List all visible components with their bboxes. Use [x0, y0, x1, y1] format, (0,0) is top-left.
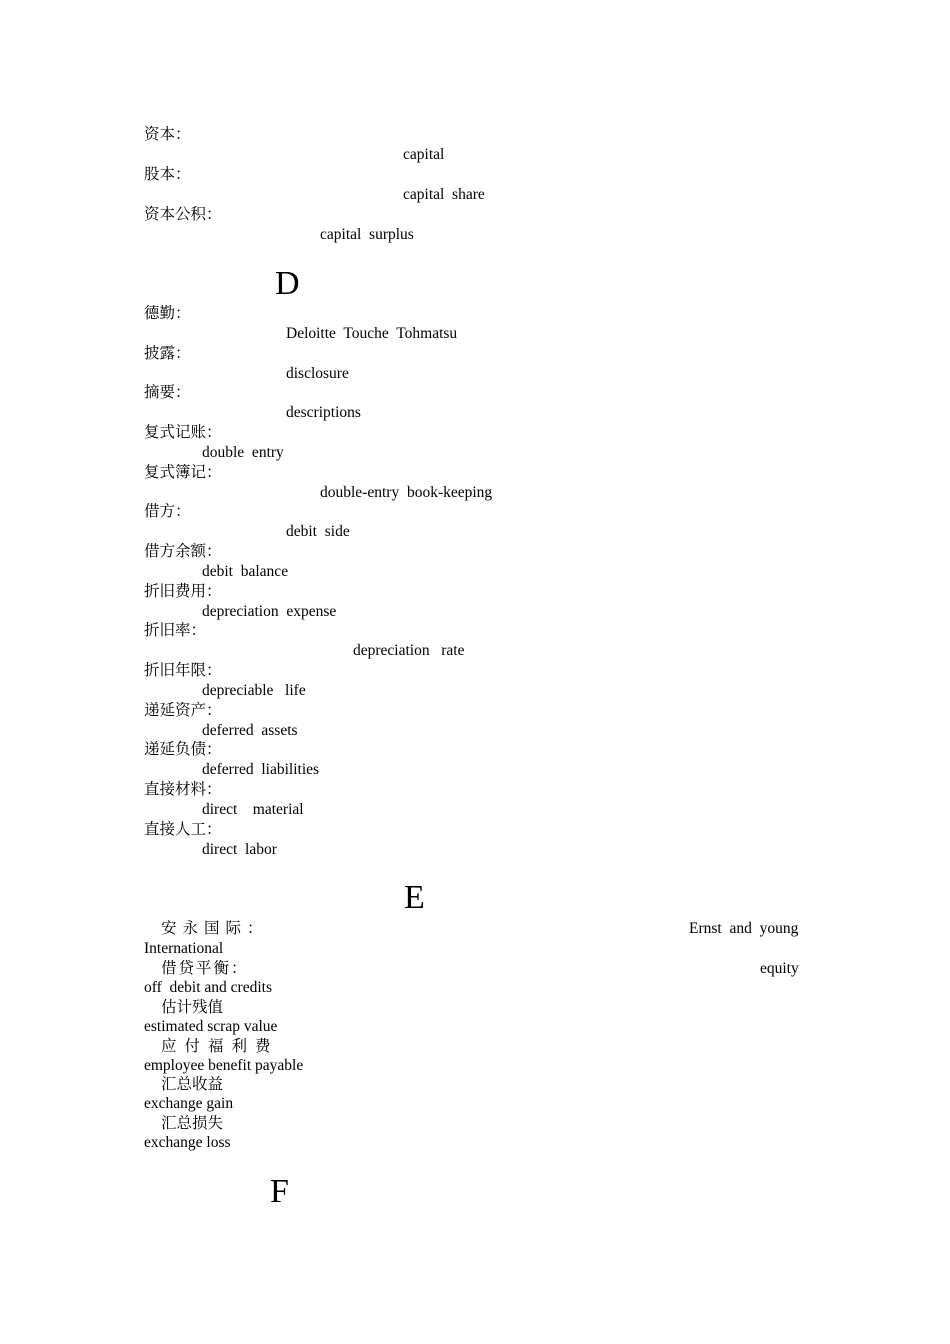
- term-cn: 直接材料：: [144, 781, 222, 798]
- term-en: debit balance: [202, 563, 289, 580]
- term-en: descriptions: [286, 404, 361, 421]
- term-cn: 复式记账：: [144, 424, 222, 441]
- term-cn: 安永国际：: [161, 920, 269, 937]
- term-cn: 递延负债：: [144, 741, 222, 758]
- term-en: equity: [760, 960, 799, 977]
- term-en: deferred liabilities: [202, 761, 320, 778]
- term-en: exchange gain: [144, 1095, 234, 1112]
- term-en: exchange loss: [144, 1134, 231, 1151]
- term-cn: 借贷平衡：: [161, 960, 249, 977]
- term-cn: 应付福利费: [161, 1038, 279, 1055]
- term-cn: 德勤：: [144, 305, 191, 322]
- term-en: double entry: [202, 444, 284, 461]
- term-cn: 借方：: [144, 503, 191, 520]
- term-cn: 折旧费用：: [144, 583, 222, 600]
- term-en: depreciation rate: [353, 642, 465, 659]
- term-cn: 复式簿记：: [144, 464, 222, 481]
- section-heading-f: F: [270, 1173, 289, 1210]
- term-cn: 资本公积：: [144, 206, 222, 223]
- section-heading-d: D: [275, 265, 300, 302]
- term-cn: 折旧率：: [144, 622, 207, 639]
- term-cn: 估计残值: [161, 999, 224, 1016]
- term-cn: 披露：: [144, 345, 191, 362]
- term-en: depreciation expense: [202, 603, 337, 620]
- term-cn: 借方余额：: [144, 543, 222, 560]
- term-en: double-entry book-keeping: [320, 484, 493, 501]
- term-en: disclosure: [286, 365, 349, 382]
- term-en: capital share: [403, 186, 485, 203]
- term-en: estimated scrap value: [144, 1018, 278, 1035]
- term-cn: 递延资产：: [144, 702, 222, 719]
- term-cn: 资本：: [144, 126, 191, 143]
- term-en: capital: [403, 146, 445, 163]
- term-en: Ernst and young: [689, 920, 799, 937]
- term-en: deferred assets: [202, 722, 298, 739]
- term-cn: 直接人工：: [144, 821, 222, 838]
- term-cn: 折旧年限：: [144, 662, 222, 679]
- term-en: off debit and credits: [144, 979, 272, 996]
- term-en: debit side: [286, 523, 350, 540]
- term-en: International: [144, 940, 224, 957]
- term-en: depreciable life: [202, 682, 306, 699]
- term-cn: 汇总收益: [161, 1076, 224, 1093]
- section-heading-e: E: [404, 879, 425, 916]
- term-en: capital surplus: [320, 226, 414, 243]
- term-en: direct material: [202, 801, 304, 818]
- term-en: employee benefit payable: [144, 1057, 304, 1074]
- term-cn: 摘要：: [144, 384, 191, 401]
- term-cn: 汇总损失: [161, 1115, 224, 1132]
- term-en: Deloitte Touche Tohmatsu: [286, 325, 458, 342]
- term-cn: 股本：: [144, 166, 191, 183]
- term-en: direct labor: [202, 841, 277, 858]
